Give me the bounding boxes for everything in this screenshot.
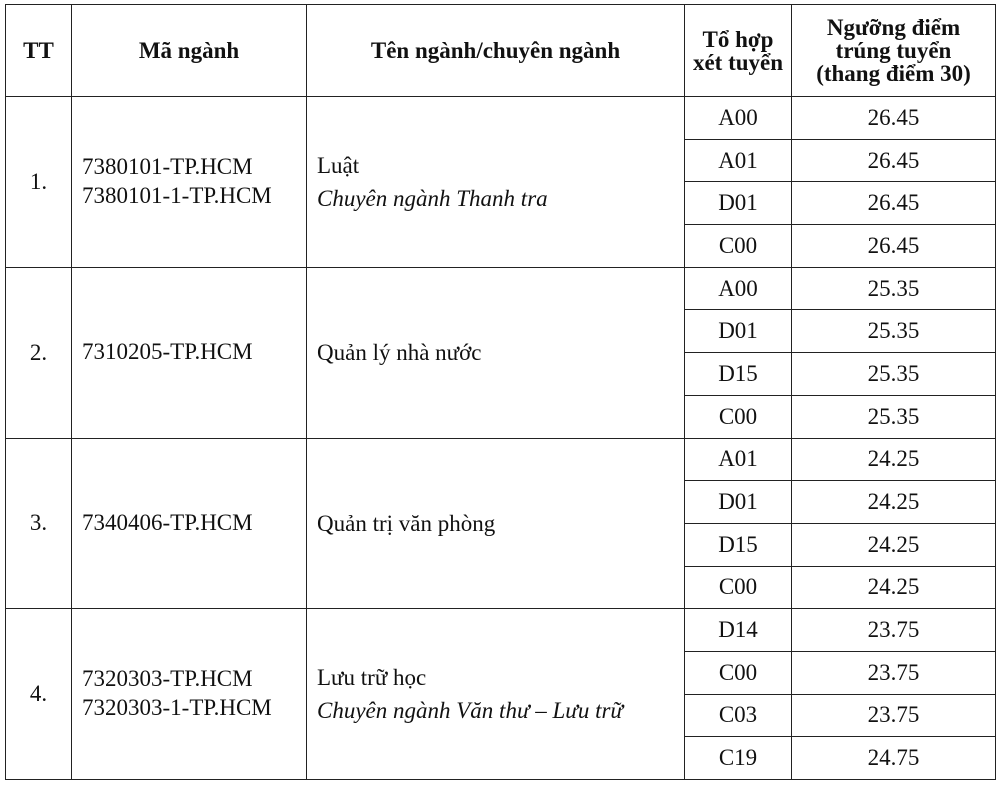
major-name-cell: [307, 609, 685, 780]
major-code-cell: [72, 609, 307, 780]
cutoff-score: 24.75: [792, 737, 996, 780]
combo-code: C00: [685, 566, 792, 609]
major-name: Luật: [317, 152, 360, 178]
combo-code: C00: [685, 225, 792, 268]
table-row: [6, 267, 996, 310]
admission-score-table: [5, 4, 996, 780]
combo-code: D01: [685, 182, 792, 225]
cutoff-score: 25.35: [792, 395, 996, 438]
header-score: Ngưỡng điểm trúng tuyển (thang điểm 30): [792, 5, 996, 97]
major-code: 7320303-1-TP.HCM: [82, 695, 272, 721]
cutoff-score: 25.35: [792, 267, 996, 310]
cutoff-score: 26.45: [792, 225, 996, 268]
combo-code: C00: [685, 651, 792, 694]
row-number: 3.: [6, 438, 72, 609]
header-row: [6, 5, 996, 97]
major-code: 7320303-TP.HCM: [82, 666, 253, 692]
table-row: [6, 97, 996, 140]
cutoff-score: 24.25: [792, 438, 996, 481]
combo-code: D15: [685, 523, 792, 566]
specialization-name: Chuyên ngành Thanh tra: [317, 185, 548, 211]
header-code: Mã ngành: [72, 5, 307, 97]
cutoff-score: 24.25: [792, 481, 996, 524]
major-code-cell: [72, 438, 307, 609]
major-name: Quản trị văn phòng: [317, 510, 496, 536]
table-row: [6, 438, 996, 481]
combo-code: D01: [685, 310, 792, 353]
major-code-cell: [72, 97, 307, 268]
major-name-cell: [307, 438, 685, 609]
row-number: 2.: [6, 267, 72, 438]
combo-code: C00: [685, 395, 792, 438]
cutoff-score: 23.75: [792, 651, 996, 694]
combo-code: A01: [685, 438, 792, 481]
cutoff-score: 23.75: [792, 694, 996, 737]
specialization-name: Chuyên ngành Văn thư – Lưu trữ: [317, 698, 623, 724]
combo-code: A00: [685, 97, 792, 140]
major-name-cell: [307, 267, 685, 438]
combo-code: A01: [685, 139, 792, 182]
cutoff-score: 26.45: [792, 97, 996, 140]
cutoff-score: 26.45: [792, 139, 996, 182]
table-row: [6, 609, 996, 652]
major-code: 7310205-TP.HCM: [82, 339, 253, 365]
cutoff-score: 24.25: [792, 566, 996, 609]
major-code-cell: [72, 267, 307, 438]
major-name-cell: [307, 97, 685, 268]
major-name: Quản lý nhà nước: [317, 339, 482, 365]
header-combo: Tổ hợp xét tuyển: [685, 5, 792, 97]
header-major: Tên ngành/chuyên ngành: [307, 5, 685, 97]
combo-code: C03: [685, 694, 792, 737]
cutoff-score: 25.35: [792, 353, 996, 396]
combo-code: D01: [685, 481, 792, 524]
major-name: Lưu trữ học: [317, 664, 427, 690]
row-number: 4.: [6, 609, 72, 780]
combo-code: D15: [685, 353, 792, 396]
combo-code: C19: [685, 737, 792, 780]
major-code: 7380101-TP.HCM: [82, 154, 253, 180]
row-number: 1.: [6, 97, 72, 268]
cutoff-score: 23.75: [792, 609, 996, 652]
cutoff-score: 26.45: [792, 182, 996, 225]
header-tt: TT: [6, 5, 72, 97]
cutoff-score: 25.35: [792, 310, 996, 353]
major-code: 7340406-TP.HCM: [82, 510, 253, 535]
combo-code: D14: [685, 609, 792, 652]
cutoff-score: 24.25: [792, 523, 996, 566]
combo-code: A00: [685, 267, 792, 310]
major-code: 7380101-1-TP.HCM: [82, 182, 272, 208]
